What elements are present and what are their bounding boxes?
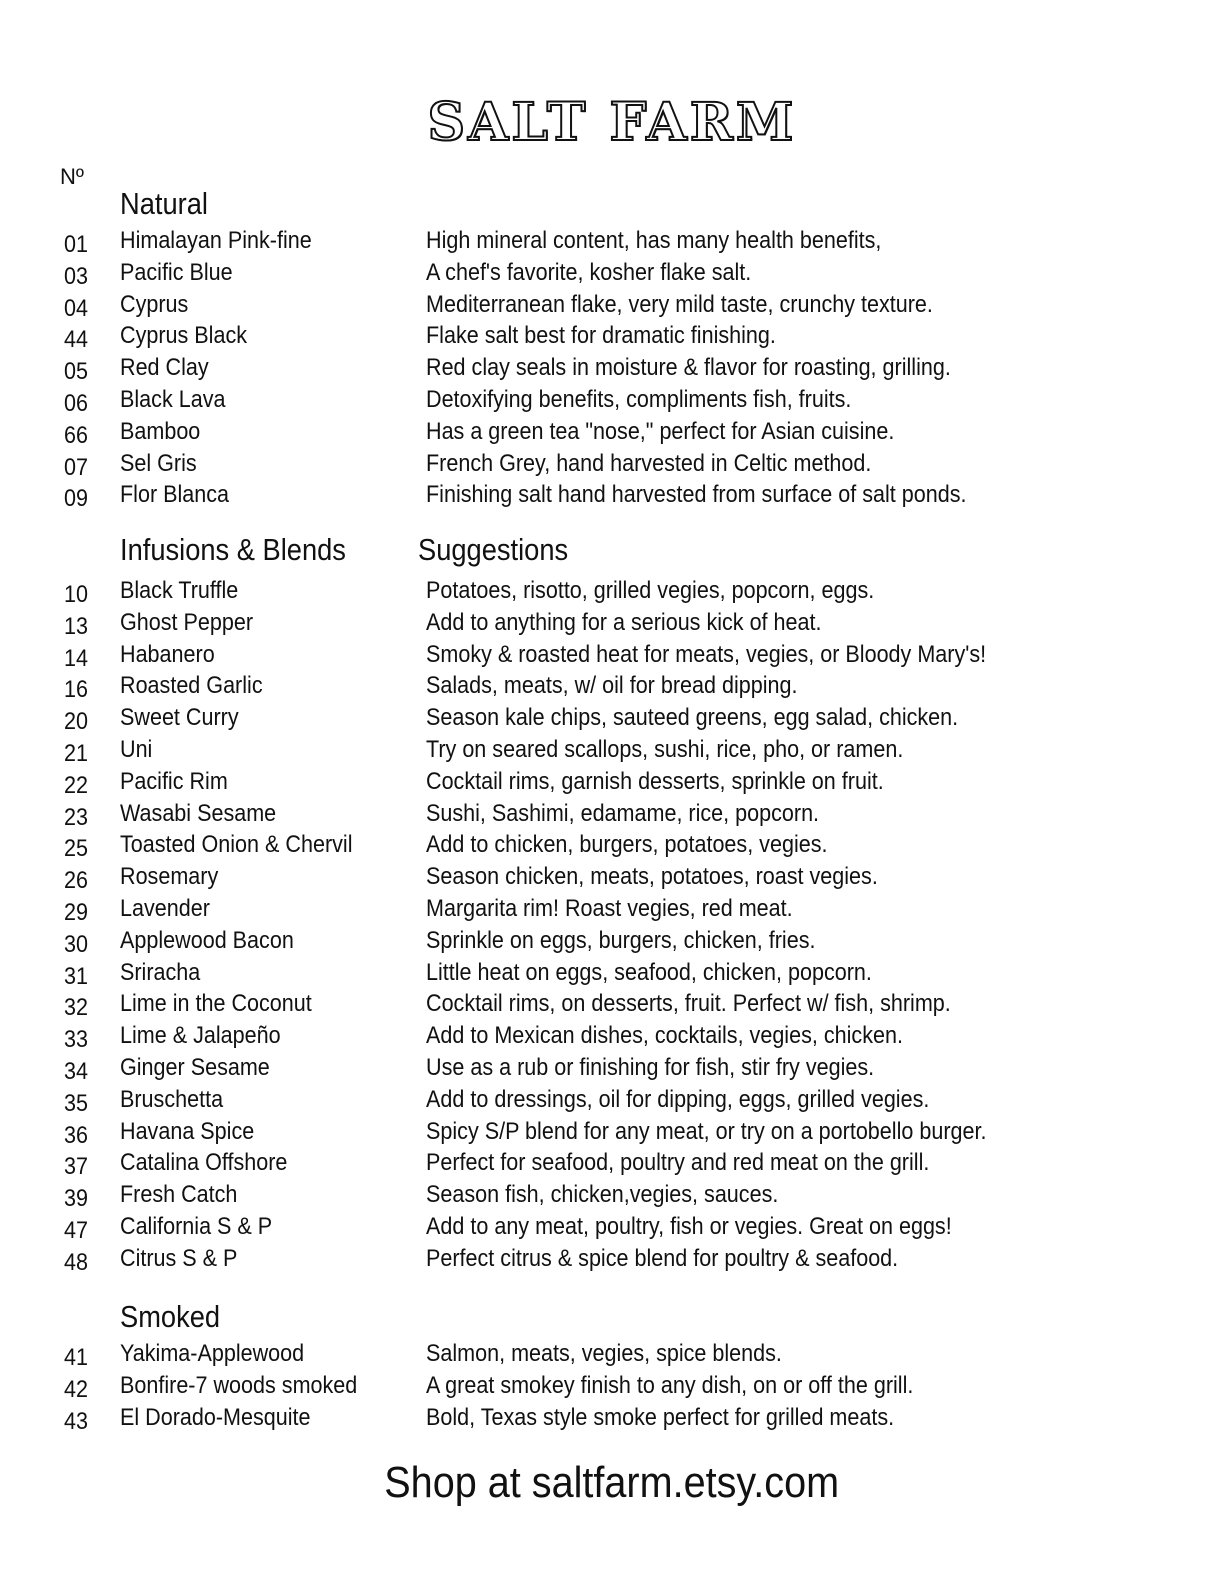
salt-name: Ginger Sesame [120, 1053, 270, 1081]
salt-number: 43 [64, 1407, 88, 1435]
salt-name: Toasted Onion & Chervil [120, 831, 353, 859]
salt-number: 04 [64, 294, 88, 322]
salt-description: French Grey, hand harvested in Celtic method. [426, 449, 872, 477]
salt-number: 22 [64, 771, 88, 799]
salt-name: Sel Gris [120, 449, 197, 477]
salt-description: Sushi, Sashimi, edamame, rice, popcorn. [426, 799, 820, 827]
salt-number: 21 [64, 739, 88, 767]
salt-row [0, 449, 1224, 481]
natural-salt-list [0, 226, 1224, 512]
salt-number: 36 [64, 1121, 88, 1149]
salt-description: Season kale chips, sauteed greens, egg salad, chicken. [426, 704, 959, 732]
salt-number: 47 [64, 1216, 88, 1244]
salt-name: Yakima-Applewood [120, 1340, 305, 1367]
salt-description: Sprinkle on eggs, burgers, chicken, fries. [426, 926, 816, 954]
salt-row [0, 258, 1224, 290]
salt-description: Margarita rim! Roast vegies, red meat. [426, 894, 793, 922]
salt-description: Smoky & roasted heat for meats, vegies, or Bloody Mary's! [426, 640, 987, 668]
salt-description: Use as a rub or finishing for fish, stir fry vegies. [426, 1053, 875, 1081]
salt-description: Flake salt best for dramatic finishing. [426, 322, 776, 350]
salt-name: California S & P [120, 1212, 273, 1240]
salt-row [0, 417, 1224, 449]
salt-name: Lavender [120, 894, 210, 922]
section-heading-suggestions: Suggestions [418, 532, 569, 567]
salt-row [0, 926, 1224, 958]
salt-name: Applewood Bacon [120, 926, 294, 954]
salt-description: Add to Mexican dishes, cocktails, vegies, chicken. [426, 1022, 903, 1050]
salt-name: El Dorado-Mesquite [120, 1403, 311, 1431]
salt-row [0, 1180, 1224, 1212]
salt-row [0, 1021, 1224, 1053]
salt-number: 66 [64, 421, 88, 449]
salt-number: 39 [64, 1185, 88, 1213]
salt-name: Sriracha [120, 958, 201, 986]
salt-name: Lime in the Coconut [120, 990, 312, 1018]
salt-row [0, 1403, 1224, 1435]
salt-description: Mediterranean flake, very mild taste, crunchy texture. [426, 290, 933, 318]
salt-number: 32 [64, 994, 88, 1022]
salt-row [0, 958, 1224, 990]
salt-number: 06 [64, 389, 88, 417]
salt-name: Uni [120, 735, 153, 763]
salt-description: Has a green tea "nose," perfect for Asian cuisine. [426, 417, 895, 445]
salt-number: 20 [64, 708, 88, 736]
salt-number: 14 [64, 644, 88, 672]
salt-description: Little heat on eggs, seafood, chicken, popcorn. [426, 958, 872, 986]
salt-row [0, 321, 1224, 353]
salt-row [0, 767, 1224, 799]
salt-description: Bold, Texas style smoke perfect for grilled meats. [426, 1403, 895, 1431]
salt-description: A great smokey finish to any dish, on or off the grill. [426, 1371, 914, 1399]
salt-number: 42 [64, 1375, 88, 1403]
number-column-label: Nº [60, 164, 84, 189]
salt-name: Bonfire-7 woods smoked [120, 1371, 358, 1399]
salt-name: Roasted Garlic [120, 672, 263, 700]
salt-row [0, 353, 1224, 385]
salt-description: Finishing salt hand harvested from surface of salt ponds. [426, 481, 967, 509]
salt-number: 44 [64, 326, 88, 354]
salt-row [0, 640, 1224, 672]
salt-name: Sweet Curry [120, 704, 239, 732]
salt-description: Try on seared scallops, sushi, rice, pho, or ramen. [426, 735, 904, 763]
salt-row [0, 576, 1224, 608]
salt-row [0, 1085, 1224, 1117]
salt-number: 48 [64, 1248, 88, 1276]
salt-description: Salmon, meats, vegies, spice blends. [426, 1340, 782, 1367]
salt-row [0, 735, 1224, 767]
salt-number: 34 [64, 1057, 88, 1085]
salt-number: 35 [64, 1089, 88, 1117]
salt-description: Season chicken, meats, potatoes, roast vegies. [426, 863, 878, 891]
section-heading-natural: Natural [120, 186, 208, 221]
salt-description: Add to any meat, poultry, fish or vegies. Great on eggs! [426, 1212, 952, 1240]
salt-name: Fresh Catch [120, 1181, 238, 1209]
salt-description: Perfect citrus & spice blend for poultry & seafood. [426, 1244, 899, 1272]
salt-number: 13 [64, 612, 88, 640]
salt-number: 07 [64, 453, 88, 481]
salt-description: A chef's favorite, kosher flake salt. [426, 258, 752, 286]
salt-description: Season fish, chicken,vegies, sauces. [426, 1181, 779, 1209]
salt-row [0, 894, 1224, 926]
salt-row [0, 608, 1224, 640]
salt-name: Catalina Offshore [120, 1149, 288, 1177]
salt-row [0, 1371, 1224, 1403]
salt-number: 37 [64, 1153, 88, 1181]
salt-description: Add to anything for a serious kick of heat. [426, 608, 822, 636]
salt-number: 25 [64, 835, 88, 863]
salt-row [0, 703, 1224, 735]
salt-description: Add to dressings, oil for dipping, eggs, grilled vegies. [426, 1085, 930, 1113]
salt-name: Ghost Pepper [120, 608, 254, 636]
salt-row [0, 862, 1224, 894]
salt-description: High mineral content, has many health benefits, [426, 227, 882, 254]
salt-row [0, 385, 1224, 417]
salt-name: Himalayan Pink-fine [120, 227, 312, 254]
salt-row [0, 480, 1224, 512]
shop-link-text: Shop at saltfarm.etsy.com [384, 1458, 840, 1507]
salt-number: 16 [64, 676, 88, 704]
salt-name: Red Clay [120, 354, 209, 382]
salt-description: Add to chicken, burgers, potatoes, vegies. [426, 831, 828, 859]
salt-number: 29 [64, 898, 88, 926]
salt-description: Detoxifying benefits, compliments fish, fruits. [426, 385, 852, 413]
salt-name: Black Truffle [120, 577, 239, 604]
infusions-salt-list [0, 576, 1224, 1276]
salt-name: Black Lava [120, 385, 226, 413]
salt-row [0, 226, 1224, 258]
section-heading-infusions: Infusions & Blends [120, 532, 346, 567]
salt-description: Potatoes, risotto, grilled vegies, popcorn, eggs. [426, 577, 875, 604]
salt-row [0, 830, 1224, 862]
salt-name: Cyprus [120, 290, 189, 318]
salt-name: Lime & Jalapeño [120, 1022, 281, 1050]
salt-name: Bamboo [120, 417, 201, 445]
salt-number: 10 [64, 581, 88, 608]
salt-number: 05 [64, 358, 88, 386]
salt-row [0, 1339, 1224, 1371]
salt-name: Rosemary [120, 863, 219, 891]
salt-number: 23 [64, 803, 88, 831]
page-title: SALT FARM [427, 92, 797, 153]
salt-row [0, 799, 1224, 831]
salt-row [0, 671, 1224, 703]
salt-description: Perfect for seafood, poultry and red meat on the grill. [426, 1149, 930, 1177]
salt-description: Red clay seals in moisture & flavor for roasting, grilling. [426, 354, 951, 382]
salt-description: Spicy S/P blend for any meat, or try on a portobello burger. [426, 1117, 987, 1145]
salt-name: Citrus S & P [120, 1244, 238, 1272]
salt-row [0, 1053, 1224, 1085]
salt-number: 33 [64, 1026, 88, 1054]
salt-row [0, 1212, 1224, 1244]
salt-name: Habanero [120, 640, 215, 668]
salt-description: Cocktail rims, on desserts, fruit. Perfect w/ fish, shrimp. [426, 990, 951, 1018]
salt-name: Flor Blanca [120, 481, 230, 509]
salt-description: Salads, meats, w/ oil for bread dipping. [426, 672, 798, 700]
salt-name: Bruschetta [120, 1085, 224, 1113]
salt-name: Pacific Rim [120, 767, 228, 795]
salt-number: 30 [64, 930, 88, 958]
salt-name: Pacific Blue [120, 258, 233, 286]
salt-row [0, 989, 1224, 1021]
smoked-salt-list [0, 1339, 1224, 1434]
salt-name: Wasabi Sesame [120, 799, 277, 827]
salt-number: 01 [64, 231, 88, 258]
salt-number: 31 [64, 962, 88, 990]
salt-row [0, 1148, 1224, 1180]
salt-description: Cocktail rims, garnish desserts, sprinkle on fruit. [426, 767, 884, 795]
salt-number: 41 [64, 1344, 88, 1371]
salt-row [0, 290, 1224, 322]
salt-name: Cyprus Black [120, 322, 248, 350]
salt-name: Havana Spice [120, 1117, 255, 1145]
salt-number: 09 [64, 485, 88, 513]
salt-number: 26 [64, 867, 88, 895]
shop-link[interactable] [0, 1456, 1224, 1510]
salt-row [0, 1117, 1224, 1149]
salt-row [0, 1244, 1224, 1276]
salt-number: 03 [64, 262, 88, 290]
section-heading-smoked: Smoked [120, 1299, 221, 1334]
